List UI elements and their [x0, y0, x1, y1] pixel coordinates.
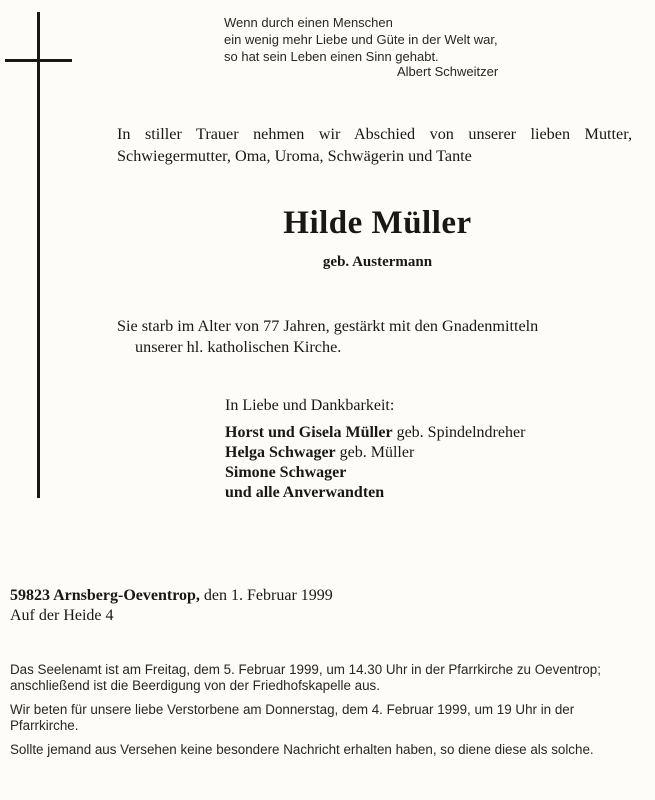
deceased-name: Hilde Müller: [283, 205, 472, 241]
death-line-2: unserer hl. katholischen Kirche.: [135, 338, 342, 356]
notice-paragraph: Das Seelenamt ist am Freitag, dem 5. Februar 1999, um 14.30 Uhr in der Pfarrkirche zu Oeventrop; anschließend ist die Beerdigung von der Friedhofskapelle aus.: [10, 662, 601, 693]
mourner-name: Horst und Gisela Müller: [225, 424, 393, 441]
mourner-entry: [225, 483, 525, 503]
mourner-name: und alle Anverwandten: [225, 484, 385, 501]
quote-line: Wenn durch einen Menschen: [224, 15, 393, 30]
death-line-1: Sie starb im Alter von 77 Jahren, gestärkt mit den Gnadenmitteln: [117, 317, 539, 335]
cross-icon-horizontal-bar: [5, 59, 72, 62]
mourner-name: Simone Schwager: [225, 464, 347, 481]
place-and-date: [10, 586, 333, 626]
notice-paragraph: Sollte jemand aus Versehen keine besondere Nachricht erhalten haben, so diene diese als solche.: [10, 742, 594, 757]
quote-line: ein wenig mehr Liebe und Güte in der Welt war,: [224, 32, 498, 47]
service-notices: [10, 662, 645, 766]
mourners-list: [225, 423, 525, 503]
mourners-heading: In Liebe und Dankbarkeit:: [225, 397, 395, 414]
mourner-suffix: geb. Müller: [335, 444, 415, 461]
place-city: 59823 Arnsberg-Oeventrop,: [10, 587, 200, 604]
epigraph-quote: [224, 14, 624, 65]
mourner-suffix: geb. Spindelndreher: [392, 424, 526, 441]
place-date: den 1. Februar 1999: [199, 587, 333, 604]
intro-text: In stiller Trauer nehmen wir Abschied von unserer lieben Mutter, Schwiegermutter, Oma, Uroma, Schwägerin und Tante: [117, 125, 632, 165]
death-statement: [117, 316, 637, 358]
mourner-entry: [225, 443, 525, 463]
quote-line: so hat sein Leben einen Sinn gehabt.: [224, 49, 439, 64]
mourner-entry: [225, 423, 525, 443]
place-street: Auf der Heide 4: [10, 607, 114, 624]
deceased-birth-name: geb. Austermann: [322, 254, 433, 270]
mourner-entry: [225, 463, 525, 483]
mourner-name: Helga Schwager: [225, 444, 336, 461]
place-line: [10, 586, 333, 606]
notice-paragraph: Wir beten für unsere liebe Verstorbene am Donnerstag, dem 4. Februar 1999, um 19 Uhr in der Pfarrkirche.: [10, 702, 575, 733]
quote-author: Albert Schweitzer: [397, 64, 499, 79]
